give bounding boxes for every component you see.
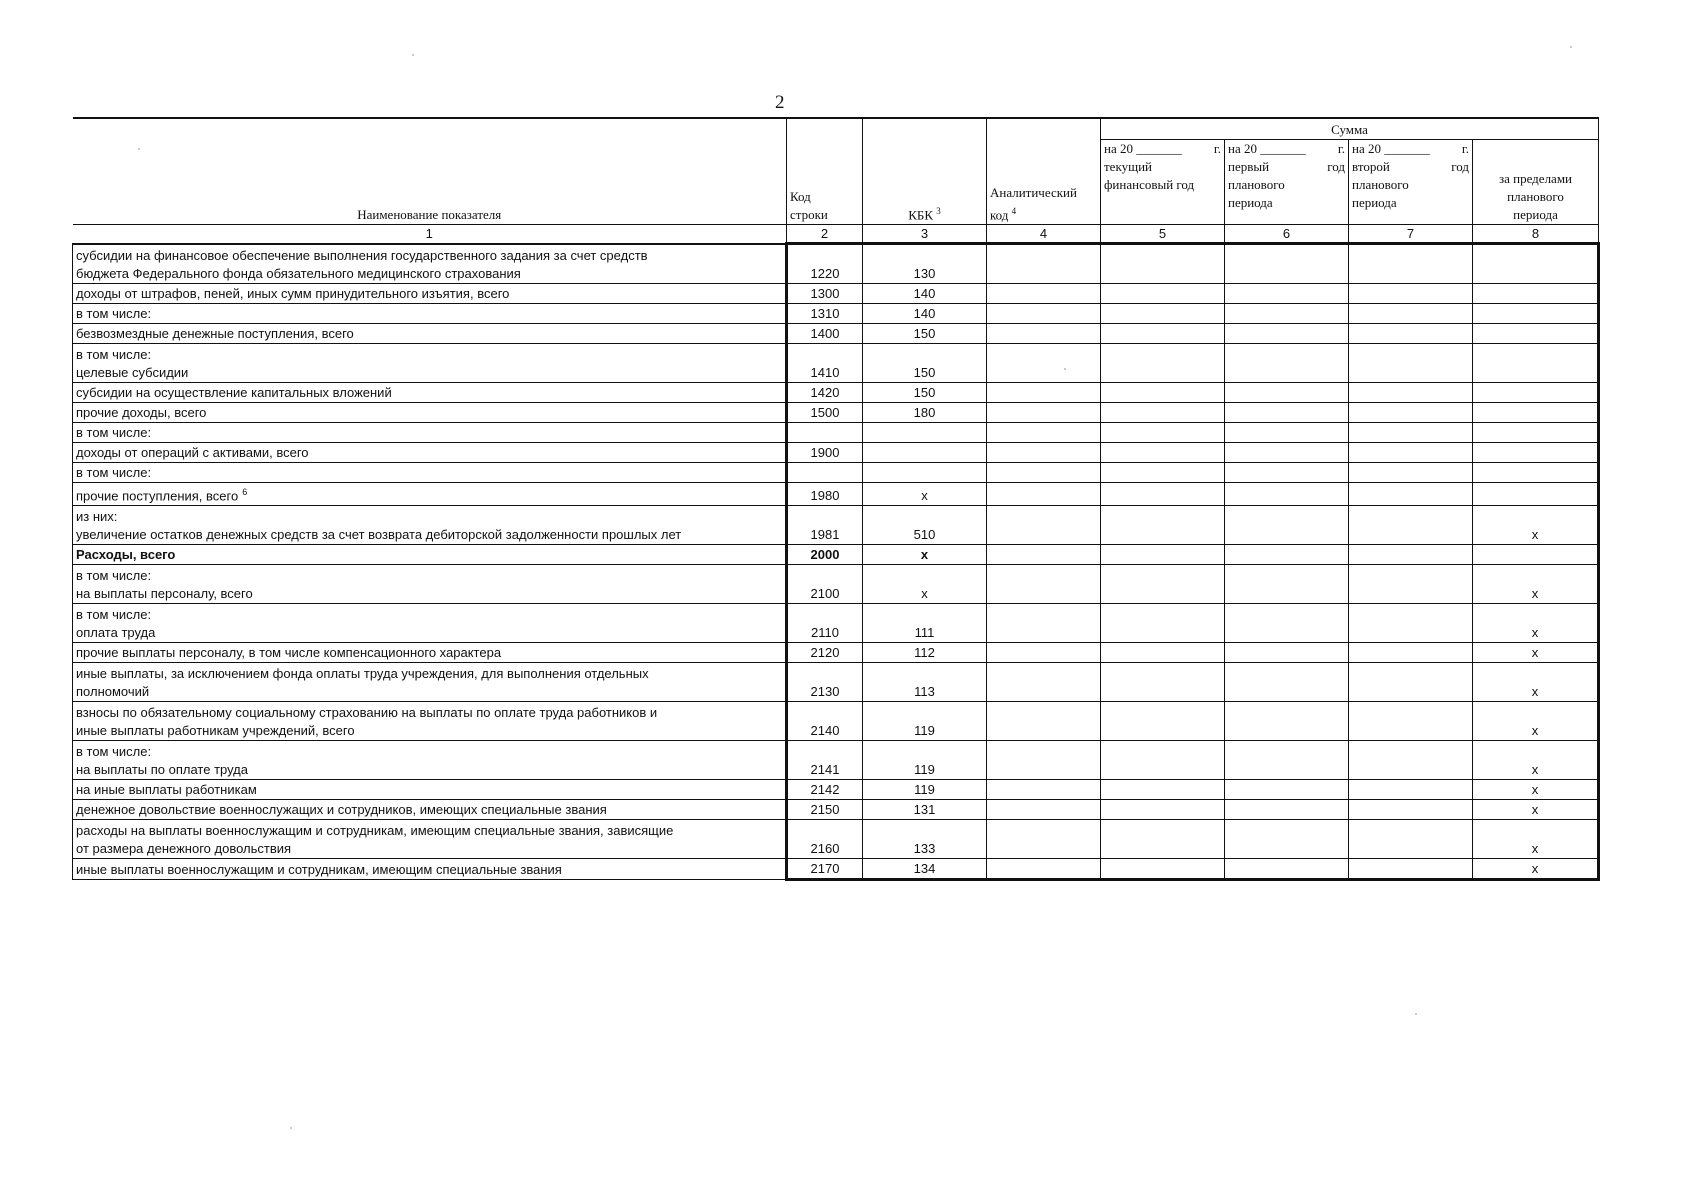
- row-name-line: в том числе:: [76, 306, 152, 321]
- row-code: 2000: [787, 545, 863, 565]
- table-row: [73, 463, 1599, 483]
- row-sum-first-plan-year: [1225, 663, 1349, 702]
- row-kbk: 150: [863, 324, 987, 344]
- page-number: 2: [775, 92, 785, 113]
- row-sum-current-year: [1101, 423, 1225, 443]
- row-sum-beyond-plan: x: [1473, 663, 1599, 702]
- col-number: 6: [1225, 225, 1349, 244]
- row-sum-second-plan-year: [1349, 859, 1473, 880]
- row-analytic-code: [987, 565, 1101, 604]
- row-kbk: [863, 443, 987, 463]
- row-name-line: прочие поступления, всего: [76, 488, 239, 504]
- row-name-line: субсидии на осуществление капитальных вложений: [76, 385, 392, 400]
- row-name: [73, 604, 787, 643]
- plan-table: [72, 117, 1600, 881]
- row-code: 2150: [787, 800, 863, 820]
- row-name-line: прочие выплаты персоналу, в том числе компенсационного характера: [76, 645, 502, 661]
- row-name: [73, 284, 787, 304]
- row-sum-second-plan-year: [1349, 643, 1473, 663]
- row-kbk: 112: [863, 643, 987, 663]
- row-kbk: 130: [863, 244, 987, 284]
- row-name-line: оплата труда: [76, 625, 156, 641]
- row-sum-second-plan-year: [1349, 545, 1473, 565]
- header-kbk: КБК $^3$: [863, 118, 987, 225]
- row-code: 2170: [787, 859, 863, 880]
- row-name: [73, 383, 787, 403]
- row-sum-current-year: [1101, 604, 1225, 643]
- row-analytic-code: [987, 483, 1101, 506]
- row-sum-second-plan-year: [1349, 565, 1473, 604]
- row-sum-first-plan-year: [1225, 403, 1349, 423]
- row-sum-current-year: [1101, 800, 1225, 820]
- row-name-line: расходы на выплаты военнослужащим и сотрудникам, имеющим специальные звания, зависящие: [76, 823, 674, 839]
- row-name: [73, 443, 787, 463]
- row-name-line: целевые субсидии: [76, 365, 189, 380]
- header-col6: на 20 _______ г. первый год планового периода: [1225, 140, 1349, 225]
- row-analytic-code: [987, 545, 1101, 565]
- row-name: [73, 463, 787, 483]
- row-sum-current-year: [1101, 663, 1225, 702]
- row-name-line: доходы от операций с активами, всего: [76, 445, 309, 460]
- row-sum-beyond-plan: [1473, 383, 1599, 403]
- header-name: Наименование показателя: [73, 118, 787, 225]
- row-sum-beyond-plan: [1473, 344, 1599, 383]
- row-sum-current-year: [1101, 702, 1225, 741]
- row-sum-second-plan-year: [1349, 244, 1473, 284]
- table-row: [73, 545, 1599, 565]
- row-name: [73, 643, 787, 663]
- row-analytic-code: [987, 423, 1101, 443]
- row-name-line: в том числе:: [76, 465, 152, 480]
- row-kbk: 510: [863, 506, 987, 545]
- row-name-line: на выплаты по оплате труда: [76, 762, 249, 778]
- row-sum-first-plan-year: [1225, 443, 1349, 463]
- row-sum-first-plan-year: [1225, 604, 1349, 643]
- row-kbk: [863, 463, 987, 483]
- row-sum-current-year: [1101, 403, 1225, 423]
- row-sum-second-plan-year: [1349, 304, 1473, 324]
- row-name-line: субсидии на финансовое обеспечение выполнения государственного задания за счет средств: [76, 248, 648, 263]
- table-row: [73, 284, 1599, 304]
- row-analytic-code: [987, 604, 1101, 643]
- row-kbk: 150: [863, 344, 987, 383]
- row-code: 1400: [787, 324, 863, 344]
- row-sum-second-plan-year: [1349, 820, 1473, 859]
- row-name-line: иные выплаты, за исключением фонда оплаты труда учреждения, для выполнения отдельных: [76, 666, 649, 682]
- table-row: [73, 506, 1599, 545]
- row-kbk: 119: [863, 741, 987, 780]
- row-sum-beyond-plan: [1473, 443, 1599, 463]
- row-sum-first-plan-year: [1225, 463, 1349, 483]
- row-name: [73, 483, 787, 506]
- row-name: [73, 344, 787, 383]
- row-code: 2130: [787, 663, 863, 702]
- row-kbk: x: [863, 483, 987, 506]
- row-analytic-code: [987, 284, 1101, 304]
- row-name: [73, 545, 787, 565]
- row-sum-beyond-plan: x: [1473, 565, 1599, 604]
- row-sum-beyond-plan: [1473, 244, 1599, 284]
- row-sum-beyond-plan: x: [1473, 800, 1599, 820]
- row-sum-current-year: [1101, 565, 1225, 604]
- row-sum-current-year: [1101, 741, 1225, 780]
- row-sum-beyond-plan: x: [1473, 643, 1599, 663]
- row-sum-beyond-plan: x: [1473, 741, 1599, 780]
- row-name-line: на иные выплаты работникам: [76, 782, 257, 798]
- row-name-line: безвозмездные денежные поступления, всего: [76, 326, 354, 341]
- header-code: Код строки: [787, 118, 863, 225]
- row-sum-beyond-plan: [1473, 545, 1599, 565]
- row-name: [73, 800, 787, 820]
- row-sum-second-plan-year: [1349, 324, 1473, 344]
- row-sum-current-year: [1101, 463, 1225, 483]
- row-sum-first-plan-year: [1225, 244, 1349, 284]
- table-row: [73, 324, 1599, 344]
- row-analytic-code: [987, 780, 1101, 800]
- header-col5: на 20 _______ г. текущий финансовый год: [1101, 140, 1225, 225]
- row-name-line: в том числе:: [76, 568, 152, 584]
- row-code: 1900: [787, 443, 863, 463]
- row-analytic-code: [987, 383, 1101, 403]
- row-sum-current-year: [1101, 780, 1225, 800]
- header-sum: Сумма: [1101, 118, 1599, 140]
- col-number: 4: [987, 225, 1101, 244]
- row-sum-current-year: [1101, 344, 1225, 383]
- row-sum-current-year: [1101, 304, 1225, 324]
- col-number: 1: [73, 225, 787, 244]
- row-name: [73, 565, 787, 604]
- row-sum-first-plan-year: [1225, 643, 1349, 663]
- row-sum-second-plan-year: [1349, 506, 1473, 545]
- table-row: [73, 604, 1599, 643]
- row-analytic-code: [987, 324, 1101, 344]
- table-row: [73, 383, 1599, 403]
- row-name-line: в том числе:: [76, 744, 152, 760]
- table-row: [73, 403, 1599, 423]
- row-name: [73, 506, 787, 545]
- row-code: [787, 423, 863, 443]
- row-sum-second-plan-year: [1349, 663, 1473, 702]
- row-kbk: 131: [863, 800, 987, 820]
- row-code: 2110: [787, 604, 863, 643]
- row-name-line: прочие доходы, всего: [76, 405, 207, 420]
- row-name: [73, 702, 787, 741]
- row-sum-first-plan-year: [1225, 324, 1349, 344]
- row-analytic-code: [987, 800, 1101, 820]
- row-name: [73, 663, 787, 702]
- row-sum-current-year: [1101, 643, 1225, 663]
- footnote-mark: 6: [242, 487, 248, 497]
- row-analytic-code: [987, 244, 1101, 284]
- row-sum-first-plan-year: [1225, 483, 1349, 506]
- row-sum-current-year: [1101, 506, 1225, 545]
- table-row: [73, 859, 1599, 880]
- row-sum-first-plan-year: [1225, 702, 1349, 741]
- row-sum-first-plan-year: [1225, 344, 1349, 383]
- row-sum-first-plan-year: [1225, 780, 1349, 800]
- table-row: [73, 780, 1599, 800]
- table-row: [73, 443, 1599, 463]
- row-sum-first-plan-year: [1225, 383, 1349, 403]
- row-kbk: 133: [863, 820, 987, 859]
- row-sum-first-plan-year: [1225, 545, 1349, 565]
- row-kbk: [863, 423, 987, 443]
- row-code: 1410: [787, 344, 863, 383]
- row-sum-current-year: [1101, 324, 1225, 344]
- col-number: 3: [863, 225, 987, 244]
- row-code: 1420: [787, 383, 863, 403]
- table-row: [73, 800, 1599, 820]
- row-code: 1220: [787, 244, 863, 284]
- table-row: [73, 820, 1599, 859]
- row-sum-beyond-plan: [1473, 423, 1599, 443]
- row-code: 2140: [787, 702, 863, 741]
- row-code: 2141: [787, 741, 863, 780]
- row-sum-current-year: [1101, 859, 1225, 880]
- table-row: [73, 741, 1599, 780]
- row-name-line: от размера денежного довольствия: [76, 841, 292, 857]
- row-code: 1500: [787, 403, 863, 423]
- row-name: [73, 304, 787, 324]
- row-analytic-code: [987, 443, 1101, 463]
- row-sum-current-year: [1101, 545, 1225, 565]
- row-sum-beyond-plan: x: [1473, 702, 1599, 741]
- row-sum-second-plan-year: [1349, 463, 1473, 483]
- row-code: 1300: [787, 284, 863, 304]
- row-sum-beyond-plan: x: [1473, 604, 1599, 643]
- row-analytic-code: [987, 859, 1101, 880]
- table-row: [73, 702, 1599, 741]
- row-sum-first-plan-year: [1225, 506, 1349, 545]
- row-sum-second-plan-year: [1349, 702, 1473, 741]
- col-number: 2: [787, 225, 863, 244]
- row-analytic-code: [987, 403, 1101, 423]
- row-kbk: 180: [863, 403, 987, 423]
- row-name-line: Расходы, всего: [76, 547, 176, 563]
- row-name-line: увеличение остатков денежных средств за счет возврата дебиторской задолженности прошлых лет: [76, 527, 682, 543]
- row-name-line: денежное довольствие военнослужащих и сотрудников, имеющих специальные звания: [76, 802, 607, 818]
- row-analytic-code: [987, 506, 1101, 545]
- table-row: [73, 663, 1599, 702]
- row-analytic-code: [987, 663, 1101, 702]
- row-name: [73, 780, 787, 800]
- row-sum-beyond-plan: [1473, 483, 1599, 506]
- row-sum-current-year: [1101, 244, 1225, 284]
- row-sum-current-year: [1101, 284, 1225, 304]
- row-name: [73, 859, 787, 880]
- row-kbk: x: [863, 545, 987, 565]
- header-analytic-code: Аналитический код $^4$: [987, 118, 1101, 225]
- col-number: 7: [1349, 225, 1473, 244]
- row-sum-beyond-plan: [1473, 304, 1599, 324]
- row-name-line: взносы по обязательному социальному страхованию на выплаты по оплате труда работников и: [76, 705, 658, 721]
- row-sum-current-year: [1101, 443, 1225, 463]
- row-code: 2142: [787, 780, 863, 800]
- row-sum-first-plan-year: [1225, 423, 1349, 443]
- row-sum-first-plan-year: [1225, 820, 1349, 859]
- row-kbk: 140: [863, 304, 987, 324]
- row-name-line: в том числе:: [76, 425, 152, 440]
- table-row: [73, 423, 1599, 443]
- row-kbk: 150: [863, 383, 987, 403]
- header-col8: за пределами планового периода: [1473, 140, 1599, 225]
- row-code: 1981: [787, 506, 863, 545]
- row-analytic-code: [987, 643, 1101, 663]
- row-code: 2160: [787, 820, 863, 859]
- row-sum-second-plan-year: [1349, 741, 1473, 780]
- row-sum-current-year: [1101, 383, 1225, 403]
- row-analytic-code: [987, 463, 1101, 483]
- table-body: [73, 244, 1599, 880]
- row-sum-beyond-plan: [1473, 403, 1599, 423]
- row-name: [73, 741, 787, 780]
- col-number: 8: [1473, 225, 1599, 244]
- row-sum-second-plan-year: [1349, 483, 1473, 506]
- row-sum-second-plan-year: [1349, 800, 1473, 820]
- table-row: [73, 483, 1599, 506]
- row-sum-current-year: [1101, 483, 1225, 506]
- table-row: [73, 643, 1599, 663]
- row-sum-beyond-plan: x: [1473, 506, 1599, 545]
- row-sum-beyond-plan: x: [1473, 859, 1599, 880]
- row-code: [787, 463, 863, 483]
- row-name: [73, 423, 787, 443]
- row-kbk: 140: [863, 284, 987, 304]
- row-code: 2120: [787, 643, 863, 663]
- table-row: [73, 304, 1599, 324]
- row-code: 2100: [787, 565, 863, 604]
- row-name: [73, 820, 787, 859]
- row-name-line: иные выплаты военнослужащим и сотрудникам, имеющим специальные звания: [76, 862, 562, 878]
- row-name: [73, 324, 787, 344]
- row-kbk: 134: [863, 859, 987, 880]
- row-sum-first-plan-year: [1225, 741, 1349, 780]
- row-sum-second-plan-year: [1349, 604, 1473, 643]
- row-sum-current-year: [1101, 820, 1225, 859]
- row-name: [73, 244, 787, 284]
- row-sum-first-plan-year: [1225, 284, 1349, 304]
- row-name-line: бюджета Федерального фонда обязательного медицинского страхования: [76, 266, 521, 281]
- header-col7: на 20 _______ г. второй год планового периода: [1349, 140, 1473, 225]
- row-name-line: в том числе:: [76, 347, 152, 362]
- row-sum-second-plan-year: [1349, 284, 1473, 304]
- row-name-line: из них:: [76, 509, 118, 525]
- row-analytic-code: [987, 702, 1101, 741]
- row-kbk: 111: [863, 604, 987, 643]
- row-kbk: 113: [863, 663, 987, 702]
- row-kbk: x: [863, 565, 987, 604]
- row-sum-second-plan-year: [1349, 403, 1473, 423]
- col-number: 5: [1101, 225, 1225, 244]
- row-sum-first-plan-year: [1225, 859, 1349, 880]
- row-name-line: полномочий: [76, 684, 150, 700]
- row-name: [73, 403, 787, 423]
- row-name-line: доходы от штрафов, пеней, иных сумм принудительного изъятия, всего: [76, 286, 510, 301]
- row-sum-second-plan-year: [1349, 383, 1473, 403]
- row-code: 1980: [787, 483, 863, 506]
- row-sum-beyond-plan: [1473, 324, 1599, 344]
- row-sum-second-plan-year: [1349, 344, 1473, 383]
- row-sum-beyond-plan: [1473, 463, 1599, 483]
- row-sum-first-plan-year: [1225, 565, 1349, 604]
- row-sum-second-plan-year: [1349, 443, 1473, 463]
- row-code: 1310: [787, 304, 863, 324]
- table-row: [73, 344, 1599, 383]
- row-sum-first-plan-year: [1225, 800, 1349, 820]
- table-row: [73, 565, 1599, 604]
- row-sum-beyond-plan: x: [1473, 820, 1599, 859]
- row-analytic-code: [987, 344, 1101, 383]
- row-sum-second-plan-year: [1349, 423, 1473, 443]
- row-name-line: на выплаты персоналу, всего: [76, 586, 253, 602]
- table-row: [73, 244, 1599, 284]
- row-sum-beyond-plan: [1473, 284, 1599, 304]
- row-analytic-code: [987, 304, 1101, 324]
- row-name-line: в том числе:: [76, 607, 152, 623]
- row-kbk: 119: [863, 780, 987, 800]
- row-analytic-code: [987, 741, 1101, 780]
- row-analytic-code: [987, 820, 1101, 859]
- row-name-line: иные выплаты работникам учреждений, всего: [76, 723, 355, 739]
- row-sum-first-plan-year: [1225, 304, 1349, 324]
- row-sum-beyond-plan: x: [1473, 780, 1599, 800]
- row-sum-second-plan-year: [1349, 780, 1473, 800]
- row-kbk: 119: [863, 702, 987, 741]
